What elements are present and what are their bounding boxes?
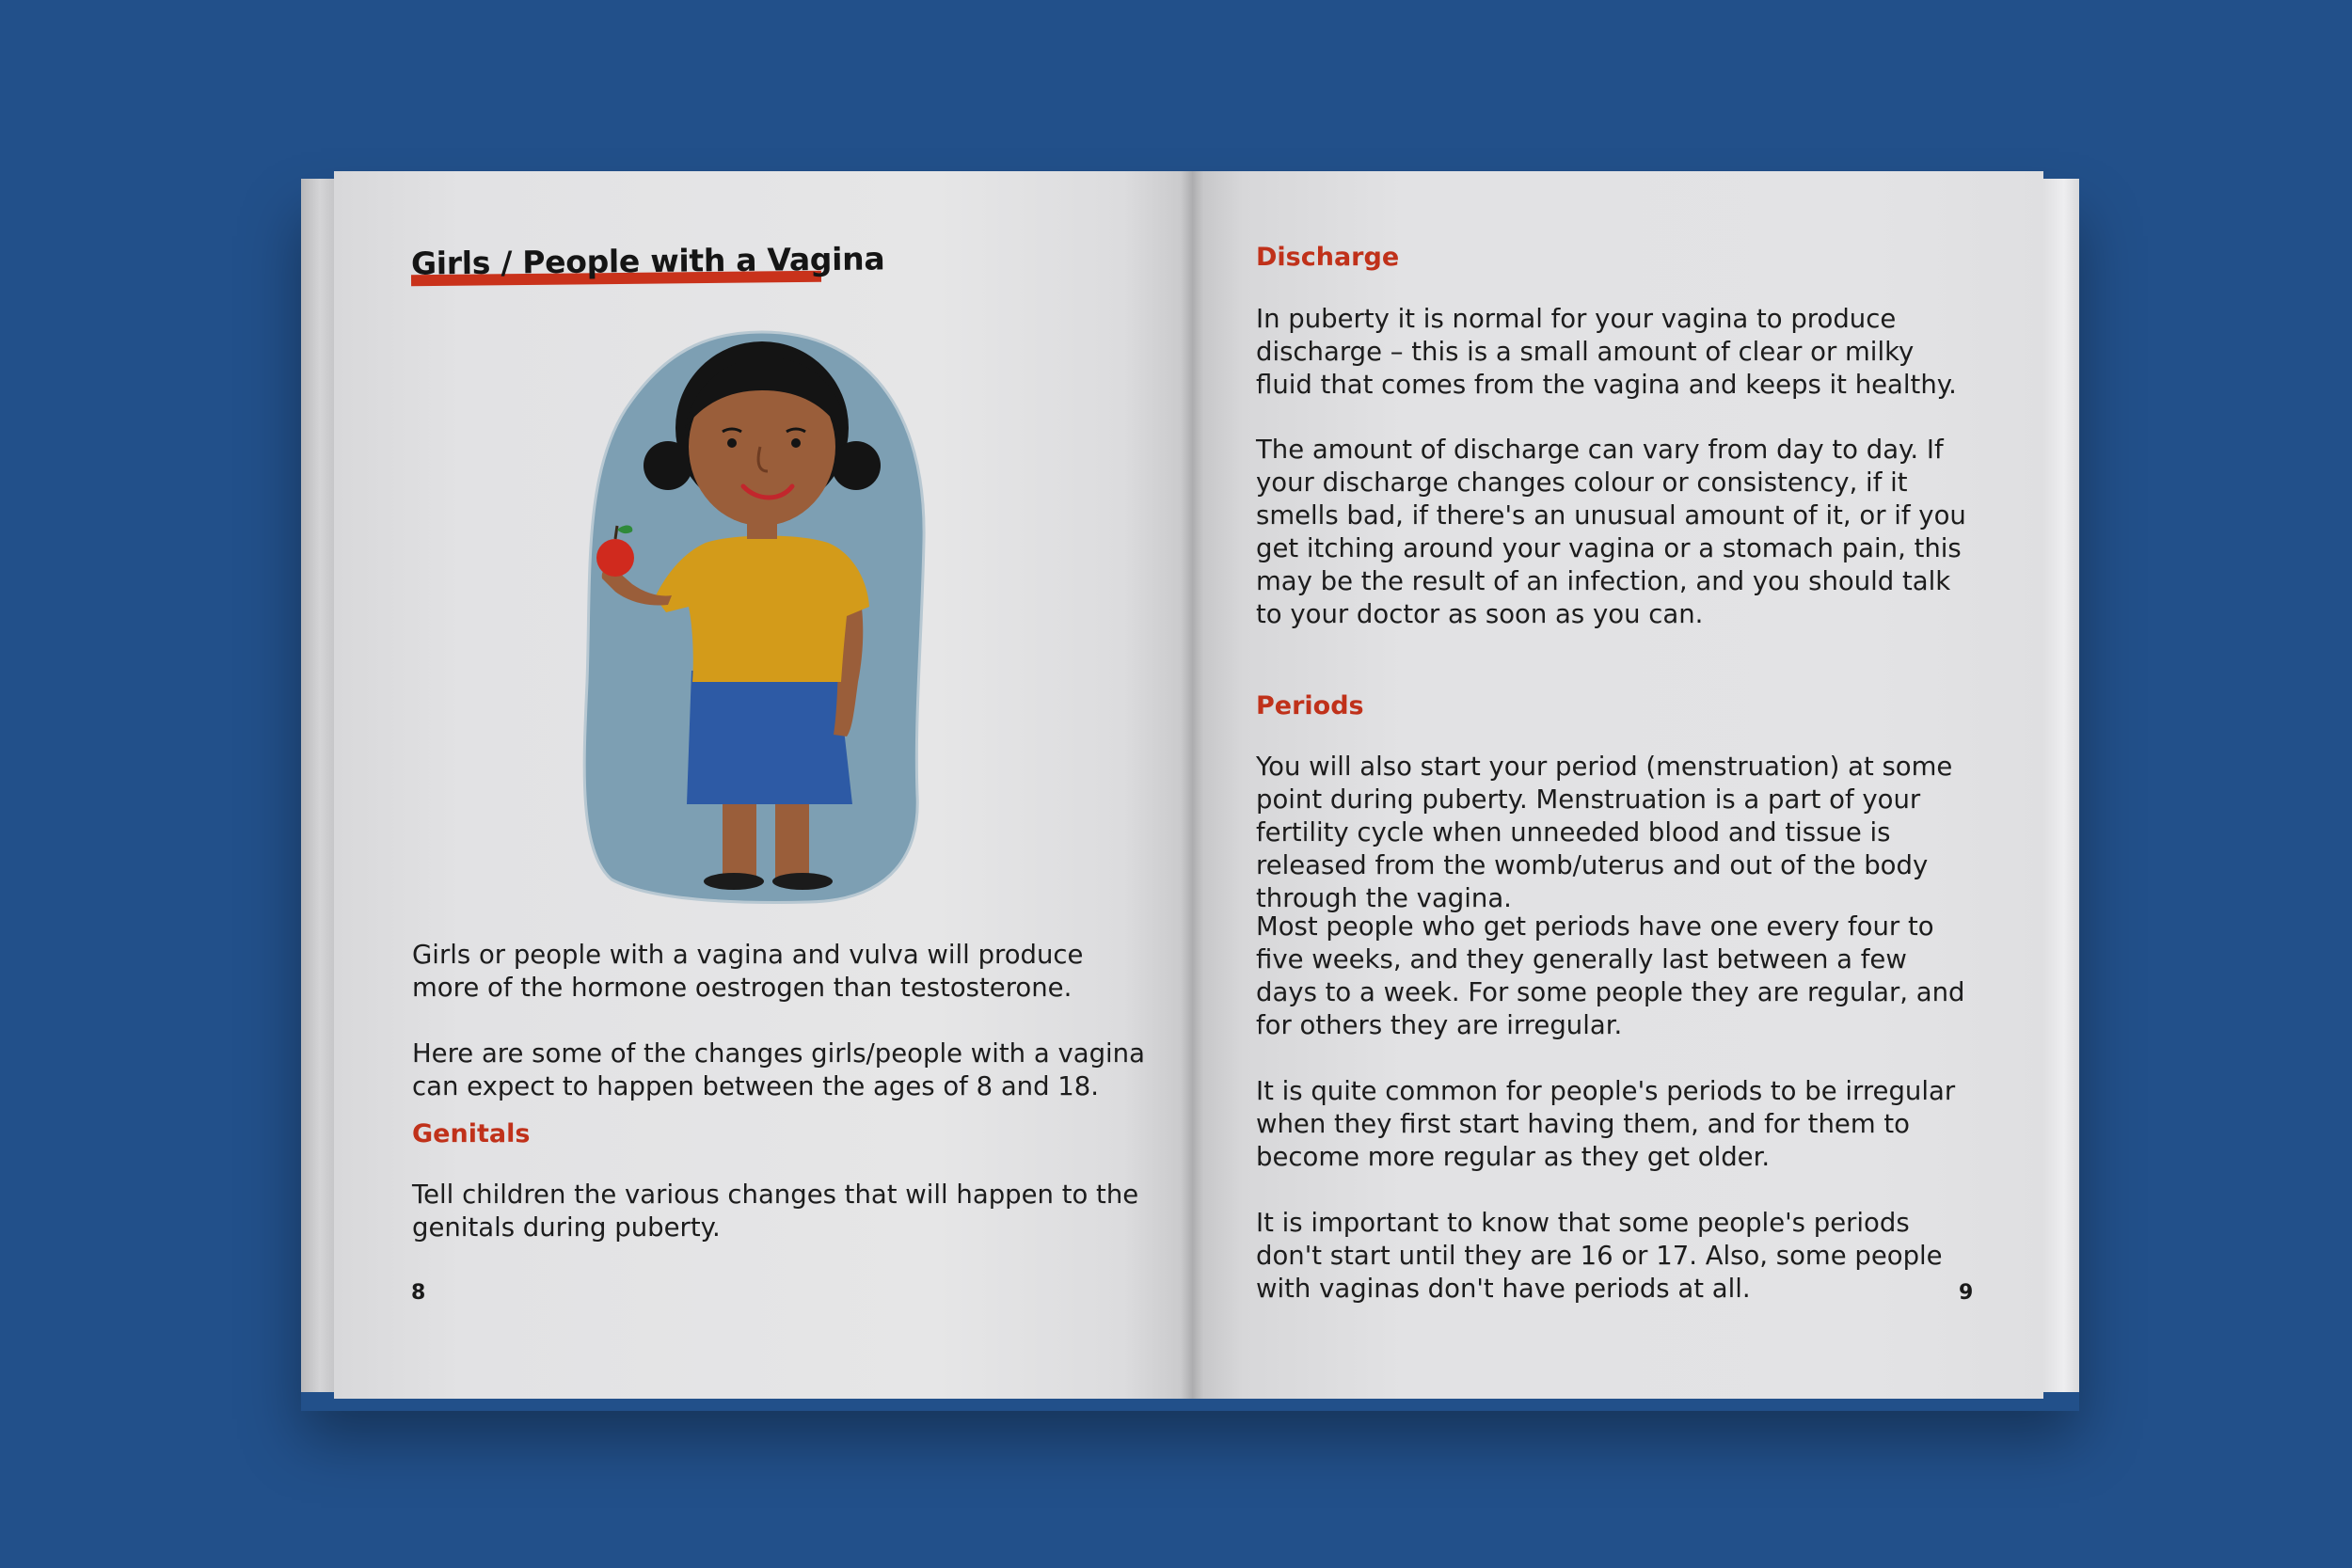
periods-heading: Periods [1256,691,1364,721]
page-number-left: 8 [411,1281,426,1305]
periods-paragraph-3: It is quite common for people's periods to be irregular when they first start having them, and for them to become more regular as they get older. [1256,1076,1956,1172]
blue-skirt [687,671,852,804]
periods-paragraph-4: It is important to know that some people's periods don't start until they are 16 or 17. Also, some people with vaginas don't have periods at all. [1256,1208,1943,1304]
girl-illustration [574,325,950,908]
discharge-paragraph-2: The amount of discharge can vary from day to day. If your discharge changes colour or consistency, if it smells bad, if there's an unusual amount of it, or if you get itching around your vagina or a stomach pain, this may be the result of an infection, and you should talk to your doctor as soon as you can. [1256,435,1966,629]
discharge-paragraph-1: In puberty it is normal for your vagina to produce discharge – this is a small amount of clear or milky fluid that comes from the vagina and keeps it healthy. [1256,304,1957,400]
apple-icon [596,539,634,577]
periods-paragraph-2: Most people who get periods have one every four to five weeks, and they generally last between a few days to a week. For some people they are regular, and for others they are irregular. [1256,911,1965,1040]
periods-paragraph-1: You will also start your period (menstruation) at some point during puberty. Menstruation is a part of your fertility cycle when unneeded blood and tissue is released from the womb/uterus and out of the body through the vagina. [1256,752,1953,913]
page-number-right: 9 [1959,1281,1974,1305]
left-shoe [704,873,764,890]
changes-paragraph: Here are some of the changes girls/people with a vagina can expect to happen between the ages of 8 and 18. [412,1038,1145,1101]
genitals-heading: Genitals [412,1119,531,1148]
discharge-heading: Discharge [1256,243,1400,272]
right-shoe [772,873,833,890]
intro-paragraph: Girls or people with a vagina and vulva will produce more of the hormone oestrogen than testosterone. [412,940,1084,1003]
right-page-edges [2042,179,2079,1392]
page-title: Girls / People with a Vagina [410,240,885,282]
left-page-edges [301,179,339,1392]
genitals-paragraph: Tell children the various changes that will happen to the genitals during puberty. [412,1180,1139,1243]
book-gutter [1181,171,1203,1399]
